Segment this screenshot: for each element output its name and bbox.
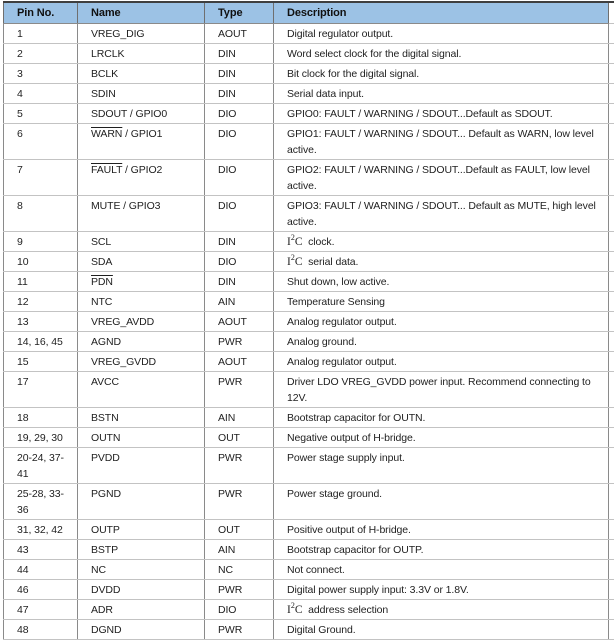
- pin-type-cell: AOUT: [205, 312, 274, 332]
- row-edge-spacer: [609, 372, 614, 408]
- pin-description-cell: Bootstrap capacitor for OUTP.: [274, 540, 609, 560]
- pin-type-cell: DIN: [205, 232, 274, 252]
- pin-number-cell: 12: [4, 292, 78, 312]
- pin-type-cell: DIN: [205, 272, 274, 292]
- row-edge-spacer: [609, 408, 614, 428]
- row-edge-spacer: [609, 196, 614, 232]
- pin-number-cell: 43: [4, 540, 78, 560]
- pin-description-cell: Power stage supply input.: [274, 448, 609, 484]
- table-row: [4, 560, 614, 580]
- pin-name-cell: VREG_AVDD: [78, 312, 205, 332]
- pin-type-cell: AIN: [205, 408, 274, 428]
- pin-number-cell: 10: [4, 252, 78, 272]
- pin-description-cell: Driver LDO VREG_GVDD power input. Recommend connecting to 12V.: [274, 372, 609, 408]
- pin-name-cell: NC: [78, 560, 205, 580]
- pin-name-cell: BCLK: [78, 64, 205, 84]
- pin-name-cell: [78, 272, 205, 292]
- table-row: [4, 620, 614, 640]
- pin-type-cell: AIN: [205, 540, 274, 560]
- pin-description-cell: Not connect.: [274, 560, 609, 580]
- table-row: [4, 252, 614, 272]
- table-row: [4, 484, 614, 520]
- pin-description-cell: GPIO2: FAULT / WARNING / SDOUT...Default as FAULT, low level active.: [274, 160, 609, 196]
- pin-description-table: [3, 1, 614, 640]
- table-row: [4, 520, 614, 540]
- pin-type-cell: DIO: [205, 252, 274, 272]
- table-row: [4, 428, 614, 448]
- pin-name-cell: SCL: [78, 232, 205, 252]
- pin-description-cell: Negative output of H-bridge.: [274, 428, 609, 448]
- pin-number-cell: 17: [4, 372, 78, 408]
- pin-name-cell: VREG_GVDD: [78, 352, 205, 372]
- pin-number-cell: 48: [4, 620, 78, 640]
- pin-number-cell: 2: [4, 44, 78, 64]
- pin-description-cell: Positive output of H-bridge.: [274, 520, 609, 540]
- row-edge-spacer: [609, 272, 614, 292]
- table-row: [4, 292, 614, 312]
- pin-type-cell: DIO: [205, 124, 274, 160]
- pin-description-cell: Bootstrap capacitor for OUTN.: [274, 408, 609, 428]
- pin-number-cell: 31, 32, 42: [4, 520, 78, 540]
- pin-type-cell: DIO: [205, 196, 274, 232]
- pin-type-cell: DIN: [205, 84, 274, 104]
- pin-type-cell: OUT: [205, 520, 274, 540]
- pin-description-cell: $I^2C$ clock.: [274, 232, 609, 252]
- table-row: [4, 332, 614, 352]
- table-row: [4, 104, 614, 124]
- pin-type-cell: DIO: [205, 160, 274, 196]
- pin-name-cell: BSTN: [78, 408, 205, 428]
- table-row: [4, 580, 614, 600]
- pin-number-cell: 18: [4, 408, 78, 428]
- table-row: [4, 312, 614, 332]
- pin-name-cell: SDA: [78, 252, 205, 272]
- row-edge-spacer: [609, 540, 614, 560]
- pin-type-cell: OUT: [205, 428, 274, 448]
- table-row: [4, 352, 614, 372]
- row-edge-spacer: [609, 352, 614, 372]
- pin-number-cell: 47: [4, 600, 78, 620]
- pin-type-cell: AIN: [205, 292, 274, 312]
- pin-number-cell: 44: [4, 560, 78, 580]
- pin-name-cell: AGND: [78, 332, 205, 352]
- i2c-label: $I^2C$: [287, 601, 303, 616]
- pin-type-cell: DIN: [205, 64, 274, 84]
- i2c-label: $I^2C$: [287, 233, 303, 248]
- pin-name-cell: VREG_DIG: [78, 24, 205, 44]
- pin-name-cell: OUTP: [78, 520, 205, 540]
- pin-type-cell: PWR: [205, 332, 274, 352]
- pin-number-cell: 20-24, 37-41: [4, 448, 78, 484]
- active-low-overline: $\overline{PDN}$: [91, 276, 113, 288]
- pin-description-cell: GPIO3: FAULT / WARNING / SDOUT... Default as MUTE, high level active.: [274, 196, 609, 232]
- row-edge-spacer: [609, 252, 614, 272]
- row-edge-spacer: [609, 124, 614, 160]
- pin-name-cell: ADR: [78, 600, 205, 620]
- pin-number-cell: 15: [4, 352, 78, 372]
- pin-name-cell: PVDD: [78, 448, 205, 484]
- pin-name-cell: OUTN: [78, 428, 205, 448]
- pin-description-cell: GPIO1: FAULT / WARNING / SDOUT... Default as WARN, low level active.: [274, 124, 609, 160]
- table-row: [4, 372, 614, 408]
- pin-name-cell: DGND: [78, 620, 205, 640]
- pin-name-cell: NTC: [78, 292, 205, 312]
- table-row: [4, 124, 614, 160]
- table-row: [4, 272, 614, 292]
- table-row: [4, 84, 614, 104]
- pin-type-cell: PWR: [205, 372, 274, 408]
- row-edge-spacer: [609, 484, 614, 520]
- pin-number-cell: 5: [4, 104, 78, 124]
- pin-description-cell: Power stage ground.: [274, 484, 609, 520]
- table-row: [4, 600, 614, 620]
- table-row: [4, 408, 614, 428]
- column-header-type: Type: [205, 2, 274, 24]
- column-header-name: Name: [78, 2, 205, 24]
- pin-number-cell: 9: [4, 232, 78, 252]
- table-row: [4, 232, 614, 252]
- pin-name-cell: DVDD: [78, 580, 205, 600]
- pin-type-cell: AOUT: [205, 352, 274, 372]
- row-edge-spacer: [609, 44, 614, 64]
- table-row: [4, 196, 614, 232]
- pin-description-cell: $I^2C$ serial data.: [274, 252, 609, 272]
- header-edge-spacer: [609, 2, 614, 24]
- pin-type-cell: DIN: [205, 44, 274, 64]
- table-row: [4, 44, 614, 64]
- active-low-overline: WARN: [91, 128, 123, 140]
- pin-description-cell: Digital Ground.: [274, 620, 609, 640]
- row-edge-spacer: [609, 312, 614, 332]
- row-edge-spacer: [609, 600, 614, 620]
- table-header: [4, 2, 614, 24]
- pin-type-cell: PWR: [205, 620, 274, 640]
- pin-description-cell: Word select clock for the digital signal.: [274, 44, 609, 64]
- pin-number-cell: 4: [4, 84, 78, 104]
- pin-name-cell: BSTP: [78, 540, 205, 560]
- pin-name-cell: MUTE / GPIO3: [78, 196, 205, 232]
- row-edge-spacer: [609, 520, 614, 540]
- row-edge-spacer: [609, 580, 614, 600]
- pin-number-cell: 19, 29, 30: [4, 428, 78, 448]
- pin-name-cell: SDIN: [78, 84, 205, 104]
- pin-number-cell: 11: [4, 272, 78, 292]
- pin-description-cell: Analog regulator output.: [274, 312, 609, 332]
- pin-number-cell: 1: [4, 24, 78, 44]
- pin-number-cell: 25-28, 33-36: [4, 484, 78, 520]
- pin-description-cell: Digital regulator output.: [274, 24, 609, 44]
- table-row: [4, 64, 614, 84]
- column-header-description: Description: [274, 2, 609, 24]
- datasheet-page: [0, 1, 613, 636]
- pin-number-cell: 7: [4, 160, 78, 196]
- pin-description-cell: Serial data input.: [274, 84, 609, 104]
- pin-description-cell: $I^2C$ address selection: [274, 600, 609, 620]
- row-edge-spacer: [609, 428, 614, 448]
- table-row: [4, 540, 614, 560]
- row-edge-spacer: [609, 448, 614, 484]
- i2c-label: $I^2C$: [287, 253, 303, 268]
- pin-name-cell: SDOUT / GPIO0: [78, 104, 205, 124]
- row-edge-spacer: [609, 24, 614, 44]
- pin-number-cell: 46: [4, 580, 78, 600]
- pin-description-cell: GPIO0: FAULT / WARNING / SDOUT...Default as SDOUT.: [274, 104, 609, 124]
- row-edge-spacer: [609, 560, 614, 580]
- pin-number-cell: 3: [4, 64, 78, 84]
- pin-type-cell: NC: [205, 560, 274, 580]
- pin-type-cell: PWR: [205, 448, 274, 484]
- row-edge-spacer: [609, 232, 614, 252]
- pin-number-cell: 6: [4, 124, 78, 160]
- row-edge-spacer: [609, 292, 614, 312]
- pin-name-cell: PGND: [78, 484, 205, 520]
- row-edge-spacer: [609, 84, 614, 104]
- pin-type-cell: PWR: [205, 484, 274, 520]
- pin-description-cell: Analog regulator output.: [274, 352, 609, 372]
- pin-description-cell: Digital power supply input: 3.3V or 1.8V.: [274, 580, 609, 600]
- column-header-pin: Pin No.: [4, 2, 78, 24]
- row-edge-spacer: [609, 332, 614, 352]
- pin-description-cell: Bit clock for the digital signal.: [274, 64, 609, 84]
- pin-number-cell: 14, 16, 45: [4, 332, 78, 352]
- pin-description-cell: Shut down, low active.: [274, 272, 609, 292]
- pin-number-cell: 8: [4, 196, 78, 232]
- pin-name-cell: LRCLK: [78, 44, 205, 64]
- row-edge-spacer: [609, 160, 614, 196]
- pin-type-cell: DIO: [205, 600, 274, 620]
- pin-name-cell: FAULT / GPIO2: [78, 160, 205, 196]
- pin-description-cell: Temperature Sensing: [274, 292, 609, 312]
- row-edge-spacer: [609, 104, 614, 124]
- pin-type-cell: PWR: [205, 580, 274, 600]
- pin-type-cell: DIO: [205, 104, 274, 124]
- pin-number-cell: 13: [4, 312, 78, 332]
- pin-name-cell: AVCC: [78, 372, 205, 408]
- table-body: [4, 24, 614, 640]
- header-row: [4, 2, 614, 24]
- pin-type-cell: AOUT: [205, 24, 274, 44]
- row-edge-spacer: [609, 620, 614, 640]
- pin-name-cell: WARN / GPIO1: [78, 124, 205, 160]
- active-low-overline: FAULT: [91, 164, 123, 176]
- row-edge-spacer: [609, 64, 614, 84]
- table-row: [4, 160, 614, 196]
- table-row: [4, 448, 614, 484]
- pin-description-cell: Analog ground.: [274, 332, 609, 352]
- table-row: [4, 24, 614, 44]
